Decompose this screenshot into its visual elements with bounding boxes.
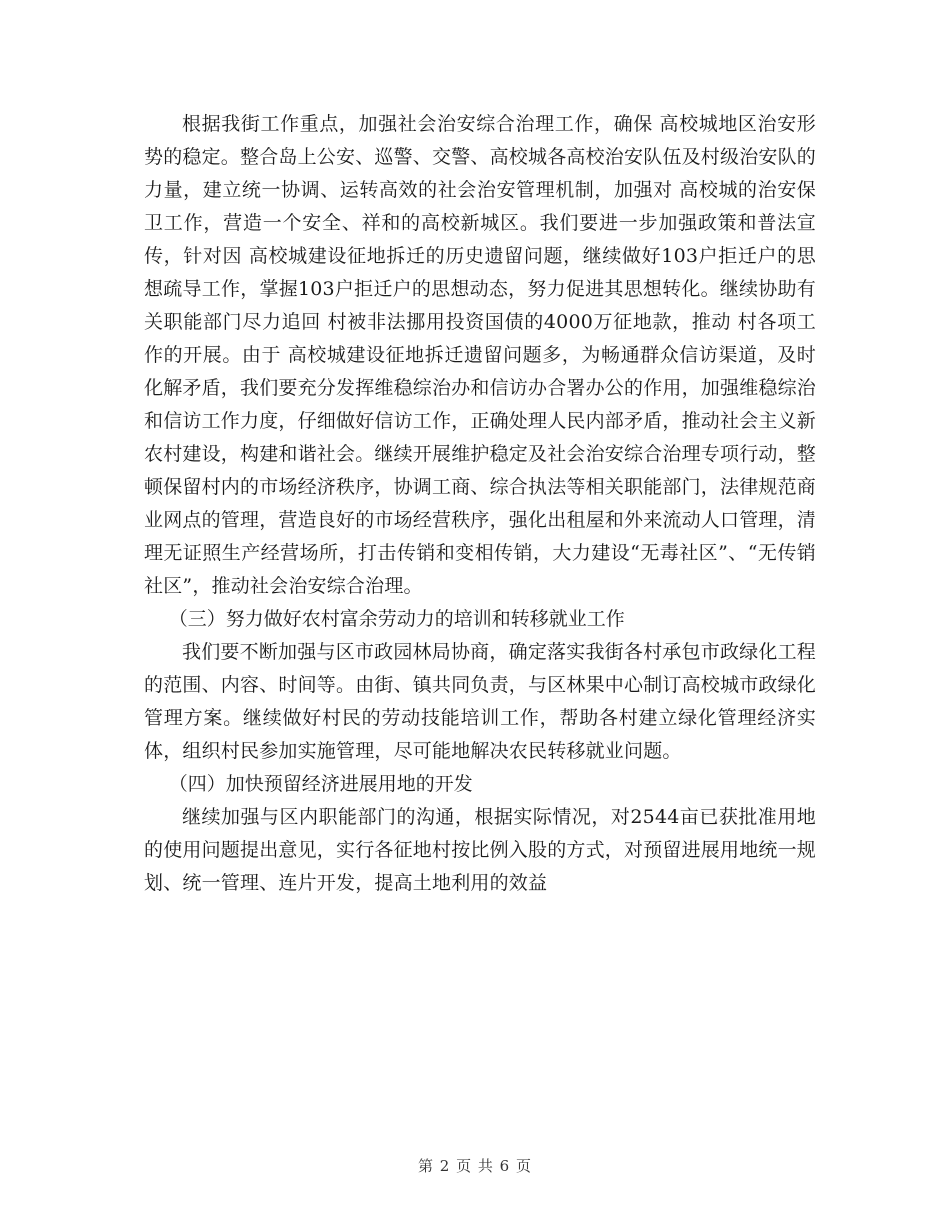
section-heading-4: （四）加快预留经济进展用地的开发 — [168, 773, 473, 795]
section-heading-3: （三）努力做好农村富余劳动力的培训和转移就业工作 — [168, 608, 625, 630]
paragraph-security: 根据我街工作重点，加强社会治安综合治理工作，确保 高校城地区治安形势的稳定。整合岛上公安、巡警、交警、高校城各高校治安队伍及村级治安队的力量，建立统一协调、运转高效的社会治安管理机制，加强对 高校城的治安保卫工作，营造一个安全、祥和的高校新城区。我们要进一步加强政策和普法宣传，针对因 高校城建设征地拆迁的历史遗留问题，继续做好103户拒迁户的思想疏导工作，掌握103户拒迁户的思想动态，努力促进其思想转化。继续协助有关职能部门尽力追回 村被非法挪用投资国债的4000万征地款，推动 村各项工作的开展。由于 高校城建设征地拆迁遗留问题多，为畅通群众信访渠道，及时化解矛盾，我们要充分发挥维稳综治办和信访办合署办公的作用，加强维稳综治和信访工作力度，仔细做好信访工作，正确处理人民内部矛盾，推动社会主义新农村建设，构建和谐社会。继续开展维护稳定及社会治安综合治理专项行动，整顿保留村内的市场经济秩序，协调工商、综合执法等相关职能部门，法律规范商业网点的管理，营造良好的市场经营秩序，强化出租屋和外来流动人口管理，清理无证照生产经营场所，打击传销和变相传销，大力建设“无毒社区”、“无传销社区”，推动社会治安综合治理。 — [144, 113, 817, 597]
document-body — [144, 108, 816, 900]
page-number-footer: 第 2 页 共 6 页 — [418, 1157, 532, 1175]
paragraph-employment: 我们要不断加强与区市政园林局协商，确定落实我街各村承包市政绿化工程的范围、内容、时间等。由街、镇共同负责，与区林果中心制订高校城市政绿化管理方案。继续做好村民的劳动技能培训工作，帮助各村建立绿化管理经济实体，组织村民参加实施管理，尽可能地解决农民转移就业问题。 — [144, 641, 817, 762]
paragraph-land-use: 继续加强与区内职能部门的沟通，根据实际情况，对2544亩已获批准用地的使用问题提出意见，实行各征地村按比例入股的方式，对预留进展用地统一规划、统一管理、连片开发，提高土地利用的效益 — [144, 806, 817, 894]
